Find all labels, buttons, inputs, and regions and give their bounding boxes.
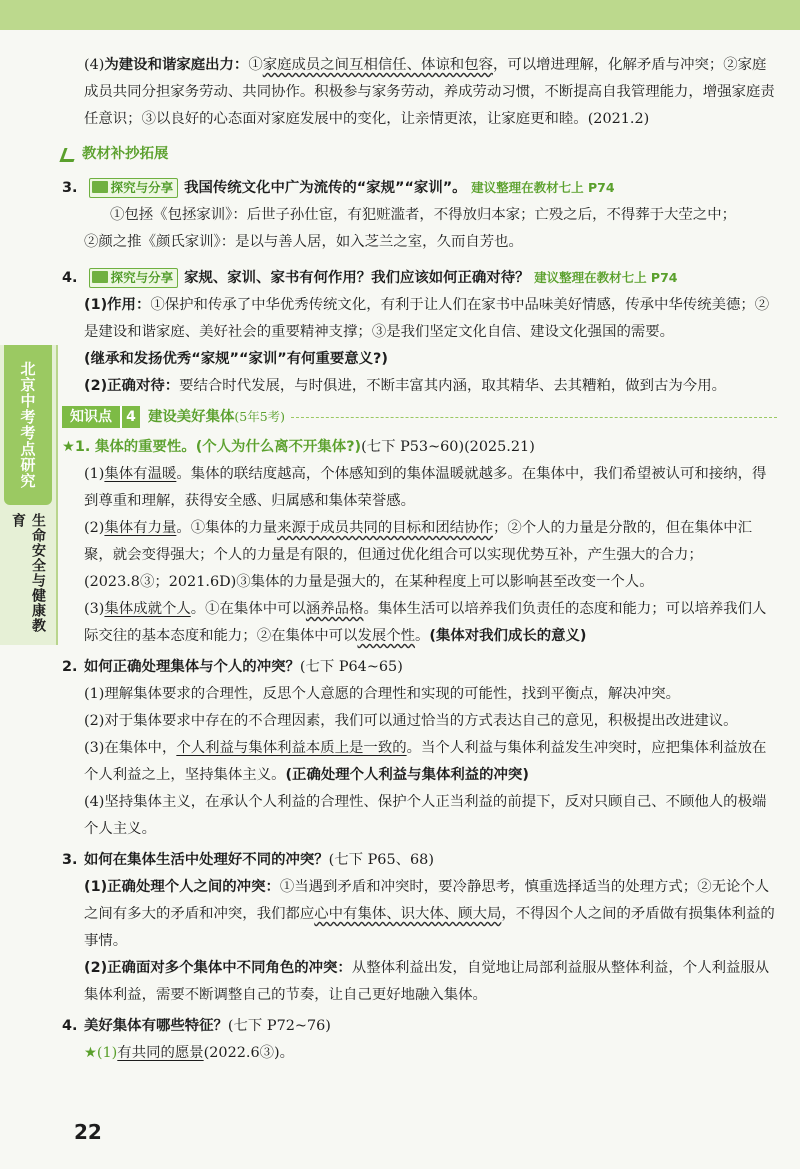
book-icon: [92, 181, 108, 193]
kp3-heading: 3. 如何在集体生活中处理好不同的冲突？(七下 P65、68): [62, 852, 434, 868]
explore-item-4: 4. 探究与分享 家规、家训、家书有何作用？我们应该如何正确对待？ 建议整理在教材七上 P74: [62, 270, 678, 286]
family-paragraph: (4)为建设和谐家庭出力：①家庭成员之间互相信任、体谅和包容，可以增进理解，化解矛盾与冲突；②家庭成员共同分担家务劳动、共同协作。积极参与家务劳动，养成劳动习惯，不断提高自我管理能力，增强家庭责任意识；③以良好的心态面对家庭发展中的变化，让亲情更浓，让家庭更和睦。(2021.2): [84, 57, 775, 127]
main-content: [62, 52, 777, 1067]
explore-item-3-line-1: ①包拯《包拯家训》：后世子孙仕宦，有犯赃滥者，不得放归本家；亡殁之后，不得葬于大茔之中；: [110, 207, 736, 223]
side-tab-topic: 生命安全与健康教育: [10, 513, 46, 633]
kp4-title: 美好集体有哪些特征？: [84, 1018, 228, 1034]
family-paragraph-wavy: 家庭成员之间互相信任、体谅和包容: [262, 57, 493, 73]
kp2-title: 如何正确处理集体与个人的冲突？: [84, 659, 300, 675]
explore-item-4-function: (1)作用：①保护和传承了中华优秀传统文化，有利于让人们在家书中品味美好情感，传承中华传统美德；②是建设和谐家庭、美好社会的重要精神支撑；③是我们坚定文化自信、建设文化强国的需要。: [84, 297, 770, 340]
side-tab-chapter: 北京中考考点研究: [4, 345, 52, 505]
star-icon: ★: [84, 1045, 97, 1061]
kp3-title: 如何在集体生活中处理好不同的冲突？: [84, 852, 329, 868]
explore-hint: 建议整理在教材七上 P74: [471, 180, 615, 195]
kp2-item-b: (2)对于集体要求中存在的不合理因素，我们可以通过恰当的方式表达自己的意见，积极提出改进建议。: [84, 713, 738, 729]
kp2-heading: 2. 如何正确处理集体与个人的冲突？(七下 P64~65): [62, 659, 403, 675]
explore-hint: 建议整理在教材七上 P74: [534, 270, 678, 285]
star-icon: ★: [62, 439, 75, 455]
explore-tag: 探究与分享: [89, 268, 179, 288]
kp3-item-a: (1)正确处理个人之间的冲突：①当遇到矛盾和冲突时，要冷静思考，慎重选择适当的处理方式；②无论个人之间有多大的矛盾和冲突，我们都应心中有集体、识大体、顾大局，不得因个人之间的矛盾做有损集体利益的事情。: [84, 879, 775, 949]
kp1-item-c: (3)集体成就个人。①在集体中可以涵养品格。集体生活可以培养我们负责任的态度和能力；可以培养我们人际交往的基本态度和能力；②在集体中可以发展个性。(集体对我们成长的意义): [84, 601, 767, 644]
explore-tag: 探究与分享: [89, 178, 179, 198]
knowledge-point-number: 4: [120, 406, 140, 428]
pencil-icon: [59, 148, 78, 162]
kp1-heading: ★1. 集体的重要性。(个人为什么离不开集体?)(七下 P53~60)(2025.21): [62, 439, 535, 455]
kp3-item-b: (2)正确面对多个集体中不同角色的冲突：从整体利益出发，自觉地让局部利益服从整体利益，个人利益服从集体利益，需要不断调整自己的节奏，让自己更好地融入集体。: [84, 960, 770, 1003]
explore-item-3: 3. 探究与分享 我国传统文化中广为流传的“家规”“家训”。 建议整理在教材七上 P74: [62, 180, 615, 196]
explore-item-4-note: (继承和发扬优秀“家规”“家训”有何重要意义?): [84, 351, 388, 367]
page-number: 22: [74, 1120, 102, 1144]
family-paragraph-label: 为建设和谐家庭出力：: [104, 57, 249, 73]
explore-question: 我国传统文化中广为流传的“家规”“家训”。: [184, 180, 467, 196]
kp1-title: 集体的重要性。(个人为什么离不开集体?): [94, 439, 362, 455]
supplement-heading: 教材补抄拓展: [62, 141, 777, 168]
kp2-item-d: (4)坚持集体主义，在承认个人利益的合理性、保护个人正当利益的前提下，反对只顾自己、不顾他人的极端个人主义。: [84, 794, 767, 837]
kp2-item-c: (3)在集体中，个人利益与集体利益本质上是一致的。当个人利益与集体利益发生冲突时，应把集体利益放在个人利益之上，坚持集体主义。(正确处理个人利益与集体利益的冲突): [84, 740, 767, 783]
kp2-item-a: (1)理解集体要求的合理性，反思个人意愿的合理性和实现的可能性，找到平衡点，解决冲突。: [84, 686, 681, 702]
side-tab: [0, 345, 58, 645]
kp4-heading: 4. 美好集体有哪些特征？(七下 P72~76): [62, 1018, 331, 1034]
kp1-item-a: (1)集体有温暖。集体的联结度越高，个体感知到的集体温暖就越多。在集体中，我们希望被认可和接纳，得到尊重和理解，获得安全感、归属感和集体荣誉感。: [84, 466, 767, 509]
explore-question: 家规、家训、家书有何作用？我们应该如何正确对待？: [184, 270, 530, 286]
explore-item-4-attitude: (2)正确对待：要结合时代发展，与时俱进，不断丰富其内涵，取其精华、去其糟粕，做到古为今用。: [84, 378, 726, 394]
explore-item-3-line-2: ②颜之推《颜氏家训》：是以与善人居，如入芝兰之室，久而自芳也。: [84, 234, 523, 250]
book-icon: [92, 271, 108, 283]
kp4-item-a: ★(1)有共同的愿景(2022.6③)。: [84, 1045, 295, 1061]
top-color-band: [0, 0, 800, 30]
divider: [291, 417, 777, 418]
knowledge-point-bar: [62, 404, 777, 430]
kp1-item-b: (2)集体有力量。①集体的力量来源于成员共同的目标和团结协作；②个人的力量是分散的，但在集体中汇聚，就会变得强大；个人的力量是有限的，但通过优化组合可以实现优势互补，产生强大的合力；(2023.8③；2021.6D)③集体的力量是强大的，在某种程度上可以影响甚至改变一个人。: [84, 520, 753, 590]
knowledge-point-title: 建设美好集体(5年5考): [148, 409, 286, 425]
knowledge-point-label: 知识点: [62, 406, 120, 428]
